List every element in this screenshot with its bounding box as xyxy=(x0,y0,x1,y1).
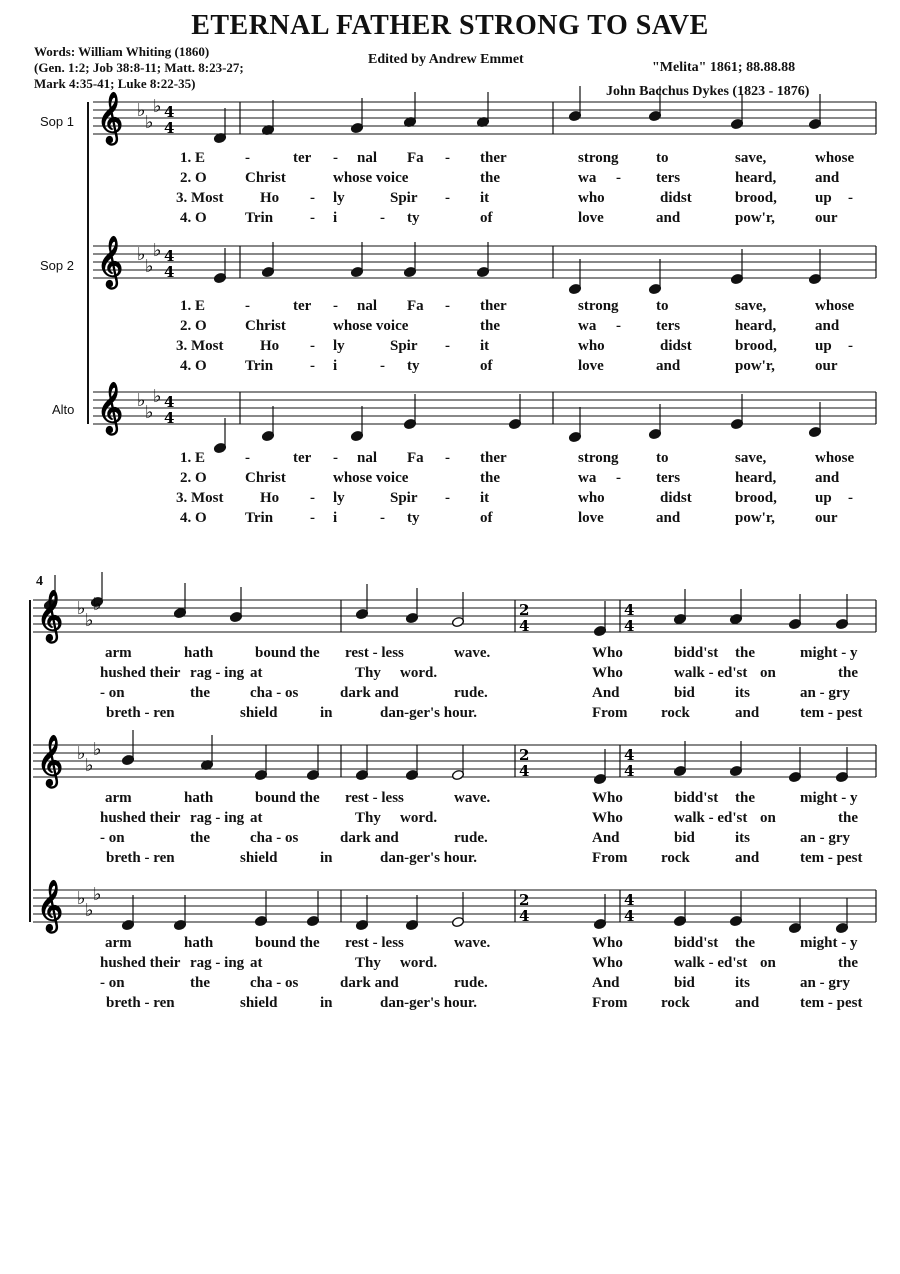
lyric-syllable: its xyxy=(735,685,750,701)
lyric-syllable: 4. O xyxy=(180,358,207,374)
lyric-syllable: to xyxy=(656,450,669,466)
lyric-syllable: - xyxy=(245,298,250,314)
time-signature-top: 2 xyxy=(519,601,530,619)
lyric-syllable: And xyxy=(592,685,620,701)
lyric-syllable: bidd'st xyxy=(674,645,719,661)
lyric-syllable: to xyxy=(656,298,669,314)
lyric-syllable: dan-ger's hour. xyxy=(380,705,477,721)
lyric-syllable: 1. E xyxy=(180,298,206,314)
lyric-syllable: - xyxy=(380,358,385,374)
time-signature-top: 4 xyxy=(624,746,635,764)
lyric-syllable: Christ xyxy=(245,170,286,186)
lyric-syllable: And xyxy=(592,975,620,991)
flat-icon: ♭ xyxy=(93,739,102,760)
lyric-syllable: love xyxy=(578,510,604,526)
lyric-syllable: whose voice xyxy=(333,318,409,334)
lyric-syllable: dark and xyxy=(340,975,399,991)
lyric-syllable: bidd'st xyxy=(674,790,719,806)
lyric-syllable: its xyxy=(735,830,750,846)
lyric-syllable: Trin xyxy=(245,210,274,226)
lyric-syllable: ter xyxy=(293,450,312,466)
lyric-syllable: it xyxy=(480,490,490,506)
flat-icon: ♭ xyxy=(77,598,86,619)
lyric-syllable: - xyxy=(445,338,450,354)
lyric-syllable: wave. xyxy=(454,935,491,951)
lyric-syllable: Ho xyxy=(260,190,280,206)
lyric-syllable: in xyxy=(320,850,333,866)
lyric-syllable: shield xyxy=(240,850,278,866)
lyric-syllable: And xyxy=(592,830,620,846)
lyric-syllable: tem - pest xyxy=(800,995,863,1011)
lyric-syllable: and xyxy=(815,318,840,334)
lyric-syllable: - xyxy=(310,490,315,506)
treble-clef-icon: 𝄞 xyxy=(97,92,124,143)
lyric-syllable: whose voice xyxy=(333,470,409,486)
lyric-syllable: ter xyxy=(293,298,312,314)
lyric-syllable: rock xyxy=(661,705,690,721)
lyric-syllable: dark and xyxy=(340,685,399,701)
scripture-ref-1: (Gen. 1:2; Job 38:8-11; Matt. 8:23-27; xyxy=(34,60,244,75)
lyric-syllable: an - gry xyxy=(800,685,850,701)
lyric-syllable: Spir xyxy=(390,190,418,206)
lyric-syllable: hath xyxy=(184,935,214,951)
lyric-syllable: brood, xyxy=(735,338,777,354)
lyric-syllable: save, xyxy=(735,298,767,314)
lyric-syllable: wa xyxy=(578,318,597,334)
time-signature-bottom: 4 xyxy=(164,119,175,137)
lyric-syllable: rest - less xyxy=(345,790,404,806)
flat-icon: ♭ xyxy=(85,755,94,776)
lyric-syllable: ther xyxy=(480,298,507,314)
time-signature-top: 4 xyxy=(624,891,635,909)
lyric-syllable: wave. xyxy=(454,645,491,661)
editor-credit: Edited by Andrew Emmet xyxy=(368,52,524,67)
part-label-sop1: Sop 1 xyxy=(40,114,74,129)
lyric-syllable: whose xyxy=(815,450,855,466)
lyric-syllable: save, xyxy=(735,450,767,466)
lyric-syllable: Thy xyxy=(355,955,381,971)
lyric-syllable: and xyxy=(735,850,760,866)
lyric-syllable: rude. xyxy=(454,830,488,846)
lyric-syllable: breth - ren xyxy=(106,705,175,721)
lyric-syllable: shield xyxy=(240,705,278,721)
time-signature-bottom: 4 xyxy=(164,263,175,281)
flat-icon: ♭ xyxy=(85,610,94,631)
lyric-syllable: hushed their xyxy=(100,665,181,681)
part-label-sop2: Sop 2 xyxy=(40,258,74,273)
lyric-syllable: Ho xyxy=(260,338,280,354)
lyric-syllable: the xyxy=(838,955,858,971)
lyric-syllable: 4. O xyxy=(180,510,207,526)
lyric-syllable: Fa xyxy=(407,298,424,314)
lyric-syllable: heard, xyxy=(735,470,777,486)
lyric-syllable: arm xyxy=(105,645,132,661)
lyric-syllable: an - gry xyxy=(800,830,850,846)
lyric-syllable: bound the xyxy=(255,935,320,951)
lyric-syllable: its xyxy=(735,975,750,991)
lyric-syllable: pow'r, xyxy=(735,210,775,226)
measure-number: 4 xyxy=(36,574,43,589)
flat-icon: ♭ xyxy=(153,386,162,407)
lyric-syllable: in xyxy=(320,995,333,1011)
lyric-syllable: word. xyxy=(400,810,438,826)
lyric-syllable: - xyxy=(445,298,450,314)
treble-clef-icon: 𝄞 xyxy=(37,735,64,786)
lyric-syllable: ty xyxy=(407,210,420,226)
lyric-syllable: Trin xyxy=(245,358,274,374)
flat-icon: ♭ xyxy=(153,240,162,261)
lyric-syllable: love xyxy=(578,210,604,226)
lyric-syllable: of xyxy=(480,510,493,526)
lyric-syllable: wa xyxy=(578,170,597,186)
flat-icon: ♭ xyxy=(137,390,146,411)
lyric-syllable: bidd'st xyxy=(674,935,719,951)
lyric-syllable: our xyxy=(815,358,838,374)
treble-clef-icon: 𝄞 xyxy=(37,590,64,641)
lyric-syllable: - xyxy=(445,490,450,506)
lyric-syllable: Thy xyxy=(355,810,381,826)
lyric-syllable: arm xyxy=(105,790,132,806)
tune-name: "Melita" 1861; 88.88.88 xyxy=(652,60,796,75)
lyric-syllable: the xyxy=(838,810,858,826)
words-author: Words: William Whiting (1860) xyxy=(34,44,210,59)
lyric-syllable: word. xyxy=(400,955,438,971)
lyric-syllable: the xyxy=(480,470,500,486)
time-signature-top: 4 xyxy=(164,103,175,121)
lyric-syllable: 3. Most xyxy=(176,490,224,506)
lyric-syllable: on xyxy=(760,955,776,971)
lyric-syllable: the xyxy=(838,665,858,681)
flat-icon: ♭ xyxy=(93,884,102,905)
lyric-syllable: ly xyxy=(333,338,345,354)
lyric-syllable: ters xyxy=(656,318,681,334)
flat-icon: ♭ xyxy=(145,402,154,423)
lyric-syllable: hath xyxy=(184,645,214,661)
lyric-syllable: Christ xyxy=(245,470,286,486)
lyric-syllable: 4. O xyxy=(180,210,207,226)
lyric-syllable: dark and xyxy=(340,830,399,846)
lyric-syllable: rag - ing xyxy=(190,810,245,826)
flat-icon: ♭ xyxy=(77,888,86,909)
lyric-syllable: up xyxy=(815,338,832,354)
lyric-syllable: strong xyxy=(578,150,619,166)
lyric-syllable: bid xyxy=(674,975,695,991)
lyric-syllable: hushed their xyxy=(100,955,181,971)
time-signature-bottom: 4 xyxy=(624,762,635,780)
lyric-syllable: nal xyxy=(357,450,378,466)
lyric-syllable: our xyxy=(815,510,838,526)
lyric-syllable: tem - pest xyxy=(800,850,863,866)
lyric-syllable: - xyxy=(310,510,315,526)
lyric-syllable: - xyxy=(616,170,621,186)
lyric-syllable: who xyxy=(578,490,605,506)
lyric-syllable: an - gry xyxy=(800,975,850,991)
lyric-syllable: - on xyxy=(100,830,125,846)
lyric-syllable: ther xyxy=(480,450,507,466)
lyric-syllable: wa xyxy=(578,470,597,486)
flat-icon: ♭ xyxy=(153,96,162,117)
lyric-syllable: in xyxy=(320,705,333,721)
treble-clef-icon: 𝄞 xyxy=(97,236,124,287)
lyric-syllable: i xyxy=(333,210,338,226)
lyric-syllable: at xyxy=(250,665,263,681)
lyric-syllable: ly xyxy=(333,490,345,506)
lyric-syllable: walk - ed'st xyxy=(674,955,748,971)
flat-icon: ♭ xyxy=(145,112,154,133)
lyric-syllable: Spir xyxy=(390,338,418,354)
lyric-syllable: Who xyxy=(592,790,623,806)
lyric-syllable: of xyxy=(480,210,493,226)
lyric-syllable: and xyxy=(735,995,760,1011)
lyric-syllable: Who xyxy=(592,665,623,681)
lyric-syllable: the xyxy=(735,935,755,951)
lyric-syllable: didst xyxy=(660,190,692,206)
lyric-syllable: i xyxy=(333,358,338,374)
flat-icon: ♭ xyxy=(137,100,146,121)
lyric-syllable: whose voice xyxy=(333,170,409,186)
lyric-syllable: bid xyxy=(674,830,695,846)
lyric-syllable: 3. Most xyxy=(176,338,224,354)
flat-icon: ♭ xyxy=(145,256,154,277)
lyric-syllable: up xyxy=(815,190,832,206)
lyric-syllable: word. xyxy=(400,665,438,681)
lyric-syllable: it xyxy=(480,190,490,206)
lyric-syllable: who xyxy=(578,338,605,354)
treble-clef-icon: 𝄞 xyxy=(37,880,64,931)
lyric-syllable: - xyxy=(245,450,250,466)
time-signature-bottom: 4 xyxy=(624,617,635,635)
lyric-syllable: rock xyxy=(661,995,690,1011)
time-signature-top: 4 xyxy=(164,393,175,411)
lyric-syllable: Christ xyxy=(245,318,286,334)
lyric-syllable: Who xyxy=(592,645,623,661)
lyric-syllable: - xyxy=(310,190,315,206)
lyric-syllable: might - y xyxy=(800,790,858,806)
lyric-syllable: 1. E xyxy=(180,450,206,466)
scripture-ref-2: Mark 4:35-41; Luke 8:22-35) xyxy=(34,76,196,91)
lyric-syllable: the xyxy=(735,645,755,661)
lyric-syllable: - on xyxy=(100,975,125,991)
lyric-syllable: rag - ing xyxy=(190,665,245,681)
lyric-syllable: ter xyxy=(293,150,312,166)
lyric-syllable: - xyxy=(333,150,338,166)
lyric-syllable: ther xyxy=(480,150,507,166)
lyric-syllable: cha - os xyxy=(250,685,299,701)
lyric-syllable: hath xyxy=(184,790,214,806)
lyric-syllable: strong xyxy=(578,298,619,314)
lyric-syllable: arm xyxy=(105,935,132,951)
lyric-syllable: - xyxy=(616,470,621,486)
lyric-syllable: and xyxy=(656,210,681,226)
lyric-syllable: Who xyxy=(592,935,623,951)
lyric-syllable: the xyxy=(480,170,500,186)
treble-clef-icon: 𝄞 xyxy=(97,382,124,433)
time-signature-top: 2 xyxy=(519,746,530,764)
lyric-syllable: might - y xyxy=(800,935,858,951)
hymn-title: ETERNAL FATHER STRONG TO SAVE xyxy=(191,10,709,41)
note-heads xyxy=(43,86,848,934)
lyric-syllable: - xyxy=(380,210,385,226)
lyric-syllable: Fa xyxy=(407,150,424,166)
lyric-syllable: Ho xyxy=(260,490,280,506)
time-signature-bottom: 4 xyxy=(519,762,530,780)
lyric-syllable: it xyxy=(480,338,490,354)
time-signature-bottom: 4 xyxy=(519,617,530,635)
lyric-syllable: breth - ren xyxy=(106,995,175,1011)
lyric-syllable: breth - ren xyxy=(106,850,175,866)
lyric-syllable: our xyxy=(815,210,838,226)
lyric-syllable: Who xyxy=(592,810,623,826)
lyric-syllable: Spir xyxy=(390,490,418,506)
lyric-syllable: the xyxy=(190,975,210,991)
lyric-syllable: ters xyxy=(656,170,681,186)
lyric-syllable: 2. O xyxy=(180,318,207,334)
lyric-syllable: - xyxy=(848,190,853,206)
flat-icon: ♭ xyxy=(137,244,146,265)
time-signature-bottom: 4 xyxy=(519,907,530,925)
time-signature-top: 4 xyxy=(624,601,635,619)
lyric-syllable: and xyxy=(656,358,681,374)
lyric-syllable: walk - ed'st xyxy=(674,810,748,826)
lyric-syllable: up xyxy=(815,490,832,506)
lyric-syllable: whose xyxy=(815,298,855,314)
lyric-syllable: brood, xyxy=(735,190,777,206)
lyric-syllable: rag - ing xyxy=(190,955,245,971)
lyric-syllable: - xyxy=(380,510,385,526)
lyric-syllable: whose xyxy=(815,150,855,166)
lyric-syllable: rude. xyxy=(454,975,488,991)
flat-icon: ♭ xyxy=(77,743,86,764)
lyric-syllable: the xyxy=(480,318,500,334)
lyric-syllable: the xyxy=(735,790,755,806)
lyric-syllable: rude. xyxy=(454,685,488,701)
lyric-syllable: the xyxy=(190,685,210,701)
lyric-syllable: at xyxy=(250,955,263,971)
lyric-syllable: rock xyxy=(661,850,690,866)
lyric-syllable: strong xyxy=(578,450,619,466)
lyric-syllable: - xyxy=(310,210,315,226)
flat-icon: ♭ xyxy=(93,594,102,615)
part-label-alto: Alto xyxy=(52,402,75,417)
lyric-syllable: From xyxy=(592,995,628,1011)
lyric-syllable: rest - less xyxy=(345,645,404,661)
lyric-syllable: might - y xyxy=(800,645,858,661)
lyric-syllable: Who xyxy=(592,955,623,971)
lyric-syllable: shield xyxy=(240,995,278,1011)
lyric-syllable: walk - ed'st xyxy=(674,665,748,681)
lyric-syllable: cha - os xyxy=(250,830,299,846)
lyric-syllable: - xyxy=(848,490,853,506)
lyric-syllable: - xyxy=(848,338,853,354)
lyric-syllable: and xyxy=(815,170,840,186)
lyric-syllable: - xyxy=(333,450,338,466)
lyric-syllable: pow'r, xyxy=(735,510,775,526)
time-signature-top: 4 xyxy=(164,247,175,265)
lyric-syllable: didst xyxy=(660,338,692,354)
lyric-syllable: Thy xyxy=(355,665,381,681)
lyric-syllable: who xyxy=(578,190,605,206)
lyric-syllable: to xyxy=(656,150,669,166)
lyric-syllable: at xyxy=(250,810,263,826)
lyric-syllable: Trin xyxy=(245,510,274,526)
lyric-syllable: and xyxy=(656,510,681,526)
lyric-syllable: on xyxy=(760,810,776,826)
lyric-syllable: - on xyxy=(100,685,125,701)
lyric-syllable: and xyxy=(815,470,840,486)
lyric-syllable: and xyxy=(735,705,760,721)
lyric-syllable: ly xyxy=(333,190,345,206)
lyric-syllable: love xyxy=(578,358,604,374)
lyric-syllable: wave. xyxy=(454,790,491,806)
lyric-syllable: - xyxy=(333,298,338,314)
lyric-syllable: - xyxy=(445,150,450,166)
lyric-syllable: dan-ger's hour. xyxy=(380,995,477,1011)
lyric-syllable: bound the xyxy=(255,645,320,661)
lyric-syllable: heard, xyxy=(735,170,777,186)
lyric-syllable: 2. O xyxy=(180,170,207,186)
lyric-syllable: - xyxy=(445,190,450,206)
lyric-syllable: i xyxy=(333,510,338,526)
lyric-syllable: - xyxy=(310,338,315,354)
lyric-syllable: pow'r, xyxy=(735,358,775,374)
lyric-syllable: dan-ger's hour. xyxy=(380,850,477,866)
lyric-syllable: bound the xyxy=(255,790,320,806)
lyric-syllable: tem - pest xyxy=(800,705,863,721)
lyric-syllable: the xyxy=(190,830,210,846)
flat-icon: ♭ xyxy=(85,900,94,921)
lyric-syllable: - xyxy=(445,450,450,466)
lyric-syllable: 3. Most xyxy=(176,190,224,206)
lyric-syllable: From xyxy=(592,850,628,866)
lyric-syllable: rest - less xyxy=(345,935,404,951)
lyric-syllable: brood, xyxy=(735,490,777,506)
lyric-syllable: ty xyxy=(407,510,420,526)
lyric-syllable: cha - os xyxy=(250,975,299,991)
lyric-syllable: didst xyxy=(660,490,692,506)
lyric-syllable: nal xyxy=(357,150,378,166)
lyric-syllable: nal xyxy=(357,298,378,314)
lyric-syllable: bid xyxy=(674,685,695,701)
lyric-syllable: save, xyxy=(735,150,767,166)
lyric-syllable: ters xyxy=(656,470,681,486)
lyric-syllable: ty xyxy=(407,358,420,374)
composer-credit: John Bacchus Dykes (1823 - 1876) xyxy=(606,84,810,99)
lyric-syllable: - xyxy=(310,358,315,374)
time-signature-bottom: 4 xyxy=(624,907,635,925)
lyric-syllable: 1. E xyxy=(180,150,206,166)
lyric-syllable: - xyxy=(616,318,621,334)
lyric-syllable: hushed their xyxy=(100,810,181,826)
lyric-syllable: - xyxy=(245,150,250,166)
lyric-syllable: From xyxy=(592,705,628,721)
lyric-syllable: heard, xyxy=(735,318,777,334)
lyric-syllable: Fa xyxy=(407,450,424,466)
time-signature-top: 2 xyxy=(519,891,530,909)
lyric-syllable: of xyxy=(480,358,493,374)
time-signature-bottom: 4 xyxy=(164,409,175,427)
lyric-syllable: on xyxy=(760,665,776,681)
lyric-syllable: 2. O xyxy=(180,470,207,486)
